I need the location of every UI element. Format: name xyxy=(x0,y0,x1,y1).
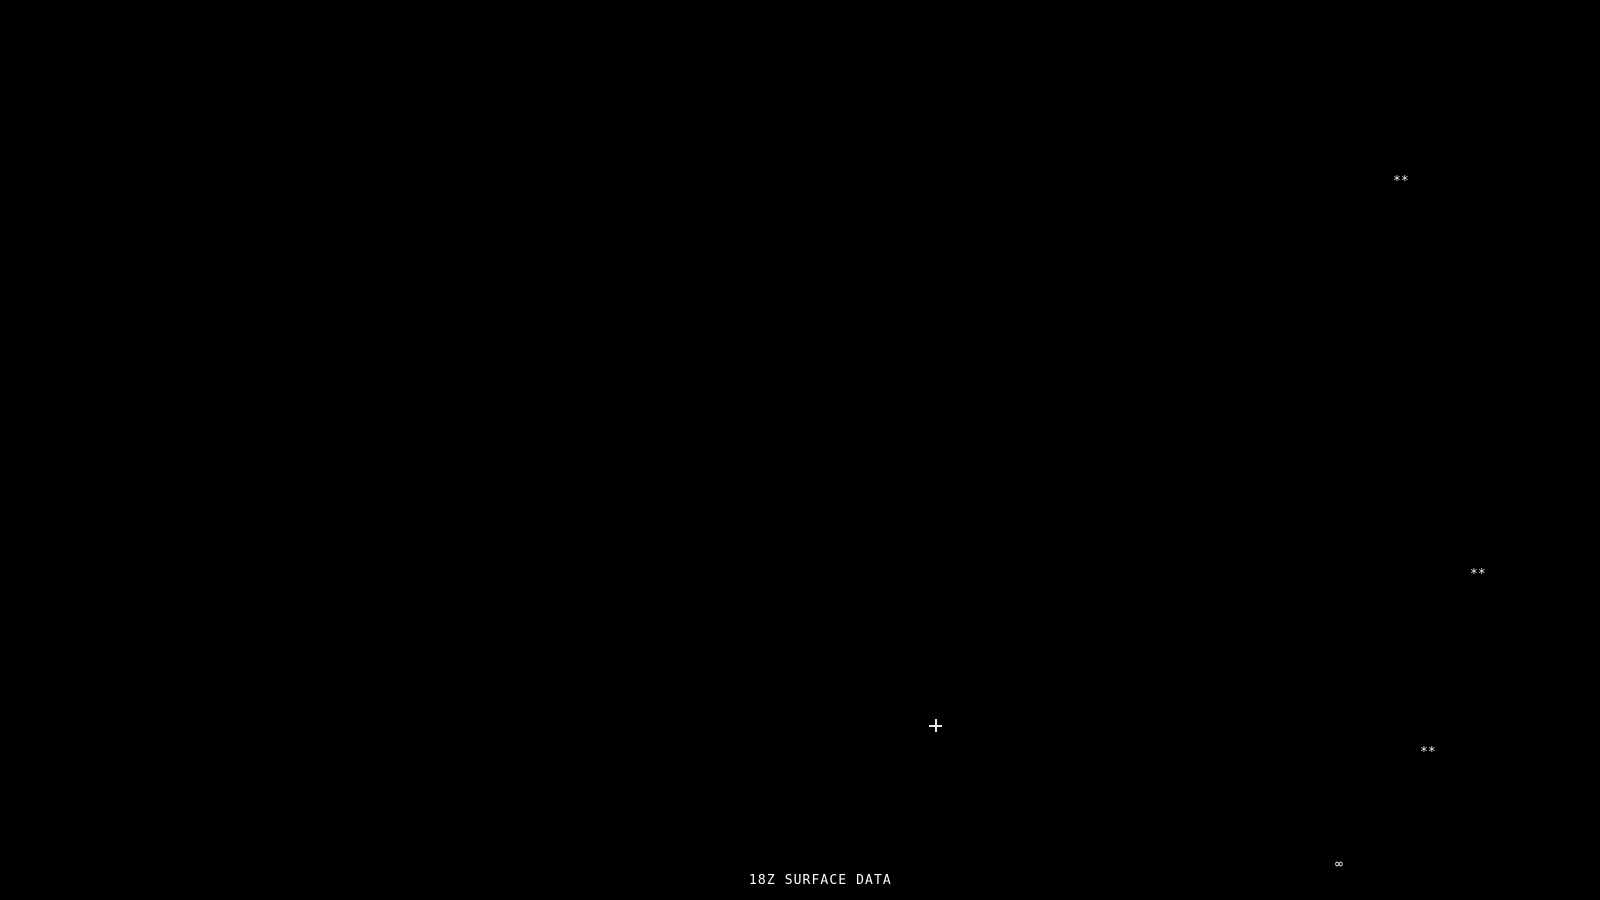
chart-caption: 18Z SURFACE DATA xyxy=(749,873,892,888)
station-plot-marker: ∞ xyxy=(1335,857,1343,872)
station-plot-marker: ** xyxy=(1470,567,1486,582)
station-plot-marker: ** xyxy=(1393,174,1409,189)
station-plot-marker: ** xyxy=(1420,745,1436,760)
crosshair-cursor-icon xyxy=(929,719,942,732)
